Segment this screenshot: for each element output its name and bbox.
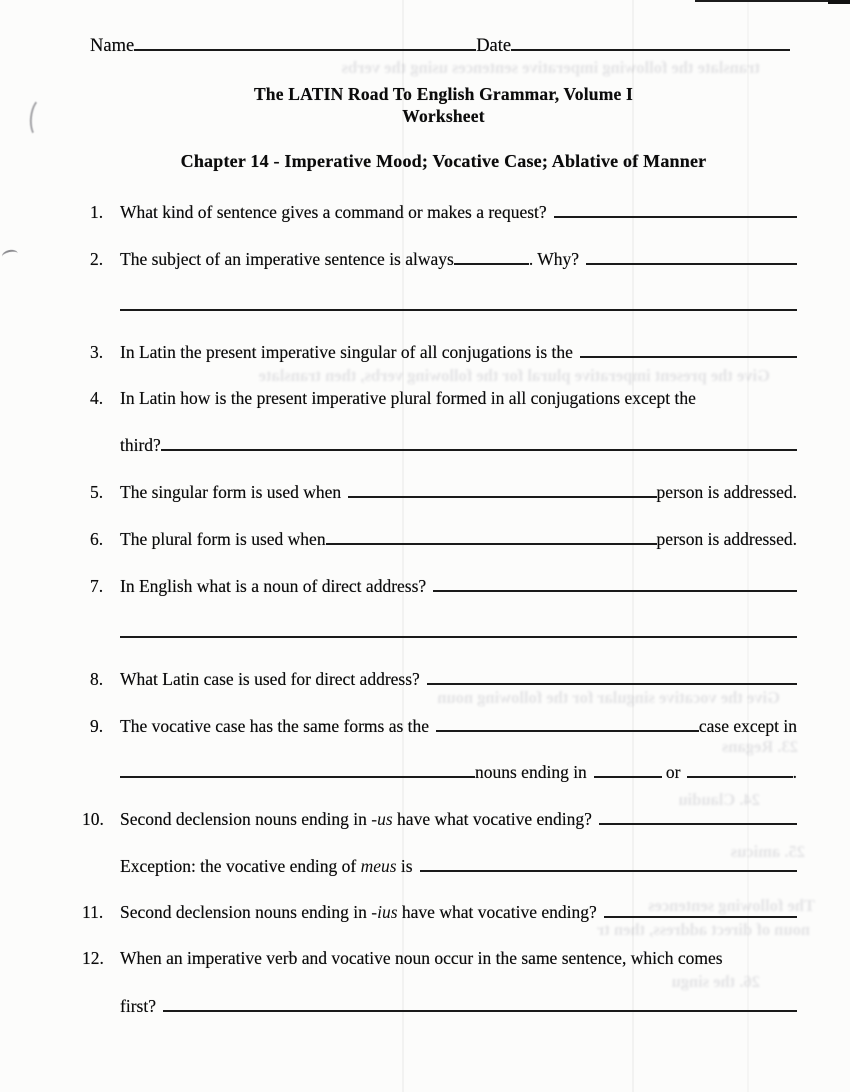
question-12: [82, 948, 797, 969]
bleed-through-text: 24. Claudiu: [678, 790, 760, 809]
question-3: [90, 341, 797, 362]
question-2-answer-blank-2: [586, 248, 797, 265]
question-10-text-pre: Second declension nouns ending in: [120, 808, 372, 829]
question-7-text: In English what is a noun of direct address?: [120, 575, 427, 596]
bleed-through-text: noun of direct address, then tr: [597, 920, 810, 939]
question-1-text: What kind of sentence gives a command or makes a request?: [120, 202, 547, 222]
question-8: [90, 668, 797, 689]
question-11-text-pre: Second declension nouns ending in: [120, 902, 372, 923]
question-8-number: 8.: [90, 668, 104, 689]
question-5-number: 5.: [90, 482, 104, 503]
question-8-answer-blank: [427, 668, 797, 685]
question-6-text-end: person is addressed.: [656, 528, 797, 549]
question-4-line2: [90, 434, 797, 455]
question-10-text-post: have what vocative ending?: [392, 808, 592, 829]
name-blank-line: [134, 34, 476, 51]
question-2-number: 2.: [90, 248, 104, 269]
question-1-answer-blank: [554, 201, 797, 218]
question-1-number: 1.: [90, 202, 104, 222]
bleed-through-text: The following sentences: [648, 896, 815, 915]
bleed-through-text: 25. amicus: [730, 842, 805, 861]
question-2-text-why: . Why?: [528, 248, 580, 269]
question-11: [82, 901, 797, 923]
worksheet-title: [90, 83, 797, 127]
question-7-answer-blank-2: [120, 621, 797, 638]
question-9-answer-blank-2: [120, 761, 475, 778]
question-10-number: 10.: [82, 808, 104, 829]
bleed-through-text: Give the present imperative plural for the following verbs, then translate: [258, 366, 770, 385]
question-11-answer-blank: [604, 901, 797, 918]
chapter-heading: Chapter 14 - Imperative Mood; Vocative Case; Ablative of Manner: [180, 151, 707, 171]
question-12-text: When an imperative verb and vocative noun occur in the same sentence, which comes: [120, 948, 723, 968]
question-9-text-period: .: [792, 762, 797, 783]
question-3-answer-blank: [580, 341, 797, 358]
question-3-text: In Latin the present imperative singular of all conjugations is the: [120, 342, 573, 363]
question-9-line2: [90, 761, 797, 782]
question-10-italic-meus: meus: [360, 855, 397, 876]
question-11-number: 11.: [82, 902, 104, 923]
question-2-continuation: [90, 294, 797, 315]
title-line1: The LATIN Road To English Grammar, Volume I: [253, 84, 634, 104]
question-5-answer-blank: [348, 481, 656, 498]
bleed-through-text: translate the following imperative sentences using the verbs: [341, 58, 760, 77]
question-6-number: 6.: [90, 528, 104, 549]
question-4-answer-blank: [161, 434, 797, 451]
bleed-through-text: Give the vocative singular for the following noun: [437, 688, 780, 707]
question-4-text-third: third?: [120, 435, 161, 456]
question-2-answer-blank: [454, 248, 529, 265]
question-11-italic-ius: -ius: [371, 902, 398, 923]
question-4-number: 4.: [90, 387, 104, 408]
question-5-text: The singular form is used when: [120, 482, 342, 503]
question-12-text-first: first?: [120, 995, 156, 1016]
title-line2: Worksheet: [402, 106, 485, 126]
question-7: [90, 575, 797, 596]
question-list: [82, 201, 797, 1016]
question-12-number: 12.: [82, 948, 104, 968]
question-2-text: The subject of an imperative sentence is always: [120, 248, 454, 269]
question-10: [82, 808, 797, 829]
question-2: [90, 248, 797, 269]
question-10-answer-blank-2: [420, 855, 797, 872]
question-5-text-end: person is addressed.: [656, 482, 797, 503]
question-9-answer-blank: [436, 715, 699, 732]
question-4-text: In Latin how is the present imperative plural formed in all conjugations except the: [120, 387, 696, 408]
question-7-continuation: [90, 621, 797, 642]
date-label: Date: [476, 36, 512, 56]
question-8-text: What Latin case is used for direct address?: [120, 668, 420, 689]
question-9-number: 9.: [90, 715, 104, 736]
question-9-text: The vocative case has the same forms as the: [120, 715, 430, 736]
question-10-exception-pre: Exception: the vocative ending of: [120, 855, 361, 876]
question-11-text-post: have what vocative ending?: [397, 902, 597, 923]
question-12-line2: [90, 995, 797, 1016]
name-date-row: [90, 34, 797, 57]
question-9-text-or: or: [665, 762, 681, 783]
question-10-line2: [90, 855, 797, 876]
bleed-through-text: 26. the singu: [671, 972, 760, 991]
question-10-exception-post: is: [396, 855, 413, 876]
question-9: [90, 715, 797, 736]
question-3-number: 3.: [90, 342, 104, 363]
question-5: [90, 481, 797, 502]
name-label: Name: [90, 36, 135, 56]
question-6-answer-blank: [326, 528, 657, 545]
question-9-text-nouns: nouns ending in: [475, 762, 587, 783]
question-10-answer-blank: [599, 808, 797, 825]
question-7-answer-blank: [433, 575, 797, 592]
question-12-answer-blank: [163, 995, 797, 1012]
date-blank-line: [511, 34, 790, 51]
question-2-answer-blank-3: [120, 294, 797, 311]
question-7-number: 7.: [90, 575, 104, 596]
question-6-text: The plural form is used when: [120, 528, 326, 549]
question-9-answer-blank-4: [687, 761, 792, 778]
question-10-italic-us: -us: [371, 808, 393, 829]
question-1: [90, 201, 797, 222]
bleed-through-text: 23. Regans: [721, 737, 798, 756]
question-6: [90, 528, 797, 549]
question-4: [90, 388, 797, 409]
question-9-text-end: case except in: [698, 715, 797, 736]
question-9-answer-blank-3: [594, 761, 662, 778]
